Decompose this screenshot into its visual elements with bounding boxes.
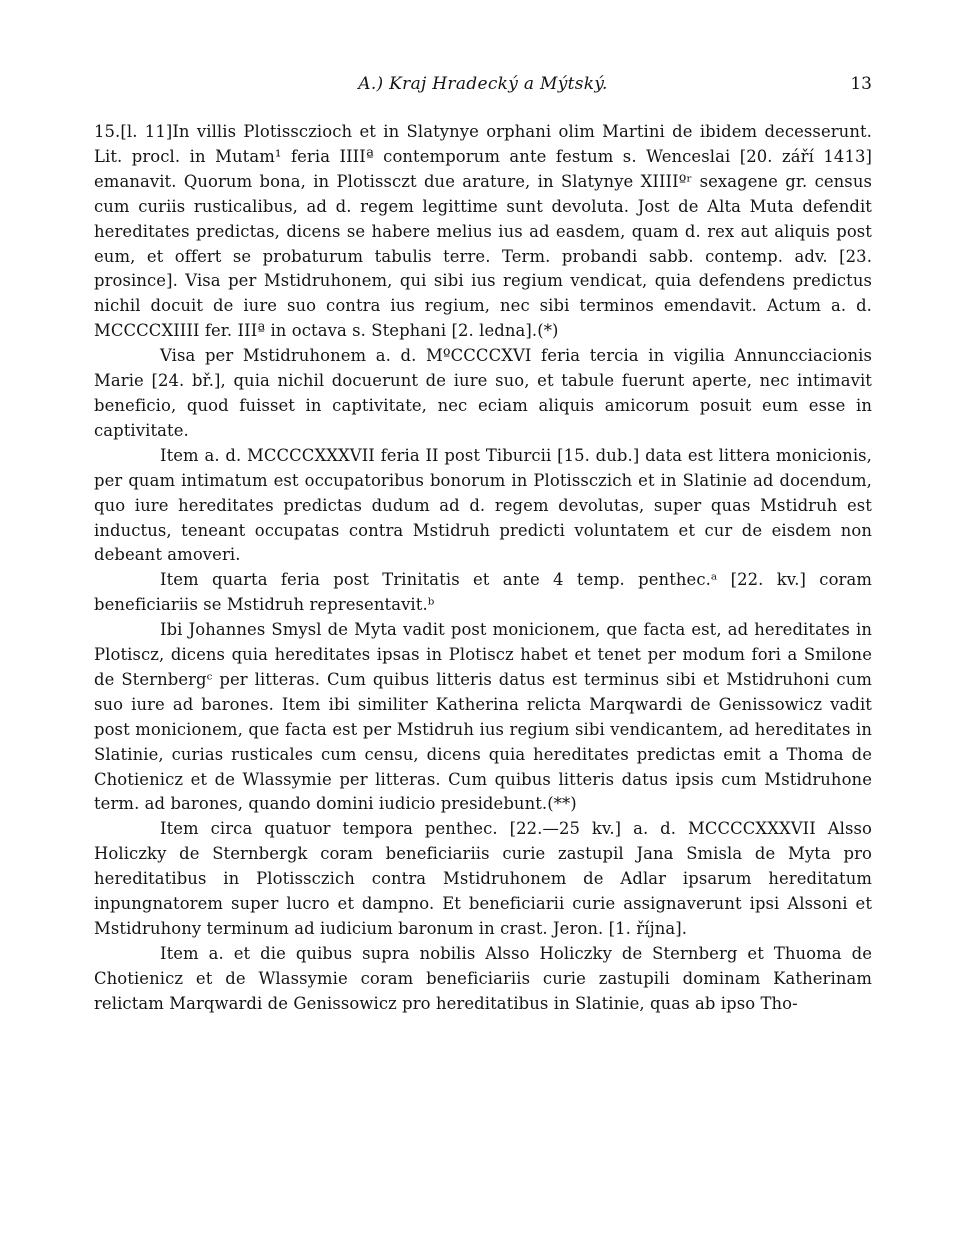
paragraph-littera-monicionis: Item a. d. MCCCCXXXVII feria II post Tiburcii [15. dub.] data est littera monicionis, per quam intimatum est occupatoribus bonorum in Plotissczich et in Slatinie ad docendum, quo iure hereditates predictas dudum ad d. regem devolutas, super quas Mstidruh est inductus, teneant occupatas contra Mstidruh predicti voluntatem et cur de eisdem non debeant amoveri.	[94, 445, 872, 565]
paragraph-entry-15: 15.[l. 11]In villis Plotissczioch et in Slatynye orphani olim Martini de ibidem decesserunt. Lit. procl. in Mutam¹ feria IIIIª contemporum ante festum s. Wenceslai [20. září 1413] emanavit. Quorum bona, in Plotissczt due arature, in Slatynye XIIIIºʳ sexagene gr. census cum curiis rusticalibus, ad d. regem legittime sunt devoluta. Jost de Alta Muta defendit hereditates predictas, dicens se habere melius ius ad easdem, quam d. rex aut aliquis post eum, et offert se probaturum tabulis terre. Term. probandi sabb. contemp. adv. [23. prosince]. Visa per Mstidruhonem, qui sibi ius regium vendicat, quia defendens predictus nichil docuit de iure suo contra ius regium, nec sibi terminos emendavit. Actum a. d. MCCCCXIIII fer. IIIª in octava s. Stephani [2. ledna].(*)	[94, 122, 872, 341]
paragraph-item-quarta-feria: Item quarta feria post Trinitatis et ante 4 temp. penthec.ᵃ [22. kv.] coram beneficiariis se Mstidruh representavit.ᵇ	[94, 570, 872, 615]
running-head	[94, 70, 872, 98]
body-text	[94, 120, 872, 1017]
page-number: 13	[850, 74, 872, 94]
paragraph-alsso-holiczky: Item circa quatuor tempora penthec. [22.—25 kv.] a. d. MCCCCXXXVII Alsso Holiczky de Sternbergk coram beneficiariis curie zastupil Jana Smisla de Myta pro hereditatibus in Plotissczich contra Mstidruhonem de Adlar ipsarum hereditatum inpungnatorem super lucro et dampno. Et beneficiarii curie assignaverunt ipsi Alssoni et Mstidruhony terminum ad iudicium baronum in crast. Jeron. [1. října].	[94, 819, 872, 938]
paragraph-johannes-smysl: Ibi Johannes Smysl de Myta vadit post monicionem, que facta est, ad hereditates in Plotiscz, dicens quia hereditates ipsas in Plotiscz habet et tenet per modum fori a Smilone de Sternbergᶜ per litteras. Cum quibus litteris datus est terminus sibi et Mstidruhoni cum suo iure ad barones. Item ibi similiter Katherina relicta Marqwardi de Genissowicz vadit post monicionem, que facta est per Mstidruh ius regium sibi vendicantem, ad hereditates in Slatinie, curias rusticales cum censu, dicens quia hereditates predictas emit a Thoma de Chotienicz et de Wlassymie per litteras. Cum quibus litteris datus ipsis cum Mstidruhone term. ad barones, quando domini iudicio presidebunt.(**)	[94, 620, 872, 814]
paragraph-visa-1416: Visa per Mstidruhonem a. d. MºCCCCXVI feria tercia in vigilia Annuncciacionis Marie [24. bř.], quia nichil docuerunt de iure suo, et tabule fuerunt aperte, nec intimavit beneficio, quod fuisset in captivitate, nec eciam aliquis amicorum posuit eum esse in captivitate.	[94, 346, 872, 440]
paragraph-item-a-et-die: Item a. et die quibus supra nobilis Alsso Holiczky de Sternberg et Thuoma de Chotienicz et de Wlassymie coram beneficiariis curie zastupili dominam Katherinam relictam Marqwardi de Genissowicz pro hereditatibus in Slatinie, quas ab ipso Tho-	[94, 943, 872, 1013]
running-head-title: A.) Kraj Hradecký a Mýtský.	[358, 74, 608, 94]
